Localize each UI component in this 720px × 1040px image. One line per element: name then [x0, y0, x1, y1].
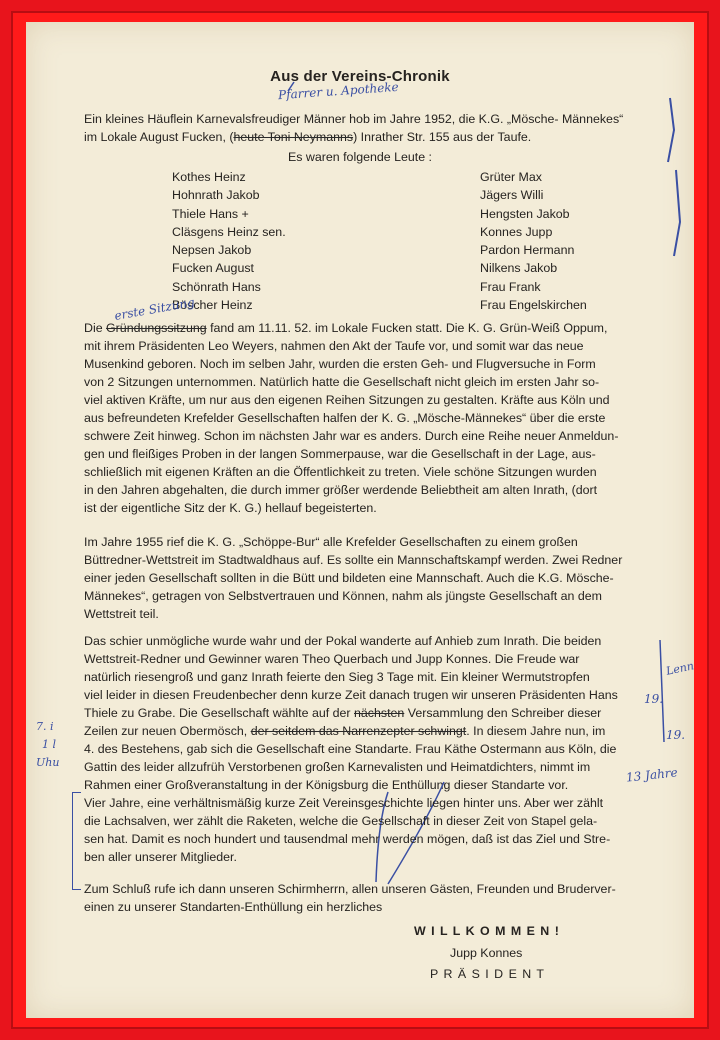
text-line: viel leider in diesen Freudenbecher denn kurze Zeit danach trugen wir unseren Präsidenten Hans	[84, 688, 618, 702]
margin-note-left: Uhu	[36, 756, 60, 769]
member-name: Grüter Max	[480, 170, 542, 184]
text-line: viel aktiven Kräfte, um nur aus den eigenen Reihen Sitzungen zu gestalten. Kräfte aus Köln und	[84, 393, 610, 407]
text-line: Rahmen einer Großveranstaltung in der Königsburg die Enthüllung dieser Standarte vor.	[84, 778, 569, 792]
text-line: einer jeden Gesellschaft sollten in die Bütt und bildeten eine Mannschaft. Auch die K.G. Mösche-	[84, 571, 614, 585]
text-line: von 2 Sitzungen unternommen. Natürlich hatte die Gesellschaft nicht gleich im ersten Jahr so-	[84, 375, 600, 389]
struck-text: der seitdem das Narrenzepter schwingt	[250, 724, 467, 738]
text-line: Thiele zu Grabe. Die Gesellschaft wählte auf der nächsten Versammlung den Schreiber dieser	[84, 706, 602, 720]
text-line: Musenkind geboren. Noch im selben Jahr, wurden die ersten Geh- und Flugversuche in Form	[84, 357, 596, 371]
member-name: Jägers Willi	[480, 188, 544, 203]
margin-note-right: 19.	[644, 692, 664, 706]
pen-mark	[674, 170, 680, 256]
text-line: die Lachsalven, wer zählt die Raketen, welche die Gesellschaft in dieser Zeit von Stapel gela-	[84, 814, 598, 828]
member-name: Böscher Heinz	[172, 298, 253, 313]
margin-note-left: 7. i	[36, 720, 54, 733]
member-name: Kothes Heinz	[172, 170, 246, 184]
text-line: Vier Jahre, eine verhältnismäßig kurze Zeit Vereinsgeschichte liegen hinter uns. Aber wer zählt	[84, 796, 604, 810]
member-name: Frau Engelskirchen	[480, 298, 587, 313]
text-line: schließlich mit eigenen Kräften an die Öffentlichkeit zu treten. Viele schöne Sitzungen wurden	[84, 465, 597, 479]
text-line: natürlich riesengroß und ganz Inrath feierte den Sieg 3 Tage mit. Ein kleiner Wermutstropfen	[84, 670, 590, 684]
member-name: Hengsten Jakob	[480, 206, 570, 221]
text-line: ben aller unserer Mitglieder.	[84, 850, 237, 864]
handwritten-insert: Pfarrer u. Apotheke	[277, 79, 400, 103]
paragraph-schluss	[84, 880, 684, 916]
margin-note-right: 13 Jahre	[625, 765, 679, 785]
member-name: Cläsgens Heinz sen.	[172, 224, 286, 239]
signatory-role: P R Ä S I D E N T	[430, 967, 546, 981]
member-name: Thiele Hans +	[172, 206, 249, 221]
document-title: Aus der Vereins-Chronik	[270, 68, 450, 85]
text-line: 4. des Bestehens, gab sich die Gesellschaft eine Standarte. Frau Käthe Ostermann aus Köln, die	[84, 742, 617, 756]
struck-text: Gründungssitzung	[106, 321, 207, 335]
member-name: Pardon Hermann	[480, 243, 575, 258]
struck-text: nächsten	[354, 706, 405, 720]
text-line: Männekes“, getragen von Selbstvertrauen und Können, nahm als jüngste Gesellschaft an dem	[84, 589, 602, 603]
text-line: aus befreundeten Krefelder Gesellschaften halfen der K. G. „Mösche-Männekes“ über die erste	[84, 411, 606, 425]
document-page	[26, 22, 694, 1018]
pen-mark	[660, 640, 664, 742]
pen-mark	[668, 98, 674, 162]
pen-bracket	[72, 792, 81, 890]
willkommen-text: W I L L K O M M E N !	[414, 924, 560, 938]
text-line: Die Gründungssitzung fand am 11.11. 52. im Lokale Fucken statt. Die K. G. Grün-Weiß Oppum,	[84, 321, 608, 335]
members-header: Es waren folgende Leute :	[288, 150, 432, 164]
member-name: Fucken August	[172, 261, 254, 276]
member-name: Konnes Jupp	[480, 224, 553, 239]
text-line: Zeilen zur neuen Obermösch, der seitdem das Narrenzepter schwingt. In diesem Jahre nun, im	[84, 724, 606, 738]
pen-mark	[288, 82, 294, 91]
intro-line-1: Ein kleines Häuflein Karnevalsfreudiger Männer hob im Jahre 1952, die K.G. „Mösche- Männekes“	[84, 112, 624, 126]
margin-note-right: 19.	[666, 728, 686, 742]
member-name: Hohnrath Jakob	[172, 188, 260, 203]
text-line: schwere Zeit hinweg. Schon im nächsten Jahr war es anders. Durch eine Reihe neuer Anmeldun-	[84, 429, 619, 443]
text-line: Das schier unmögliche wurde wahr und der Pokal wanderte auf Anhieb zum Inrath. Die beiden	[84, 634, 602, 648]
text-line: Büttredner-Wettstreit im Stadtwaldhaus auf. Es sollte ein Mannschaftskampf werden. Zwei Redner	[84, 553, 623, 567]
text-line: in den Jahren abgehalten, die durch immer größer werdende Beliebtheit am alten Inrath, (dort	[84, 483, 598, 497]
member-name: Nepsen Jakob	[172, 243, 252, 258]
text-line: Im Jahre 1955 rief die K. G. „Schöppe-Bur“ alle Krefelder Gesellschaften zu einem großen	[84, 535, 578, 549]
member-name: Nilkens Jakob	[480, 261, 558, 276]
margin-note-left: 1 l	[42, 738, 57, 751]
signatory-name: Jupp Konnes	[450, 946, 523, 960]
text-line: ist der eigentliche Sitz der K. G.) hellauf begeisterten.	[84, 501, 377, 515]
text-line: mit ihrem Präsidenten Leo Weyers, nahmen den Akt der Taufe vor, und somit war das neue	[84, 339, 584, 353]
intro-line-2: im Lokale August Fucken, (heute Toni Neymanns) Inrather Str. 155 aus der Taufe.	[84, 130, 532, 144]
margin-note-right: Lenn	[664, 659, 696, 678]
text-line: Zum Schluß rufe ich dann unseren Schirmherrn, allen unseren Gästen, Freunden und Bruderver-	[84, 882, 616, 896]
paragraph-vier-jahre	[84, 794, 684, 866]
member-name: Frau Frank	[480, 279, 541, 294]
text-line: Wettstreit teil.	[84, 607, 159, 621]
member-name: Schönrath Hans	[172, 279, 261, 294]
text-line: gen und fleißiges Proben in der langen Sommerpause, war die Gesellschaft in der Lage, aus-	[84, 447, 596, 461]
text-line: Wettstreit-Redner und Gewinner waren Theo Querbach und Jupp Konnes. Die Freude war	[84, 652, 580, 666]
text-line: einen zu unserer Standarten-Enthüllung ein herzliches	[84, 900, 383, 914]
pen-marks-overlay	[26, 22, 694, 1018]
struck-text: heute Toni Neymanns	[233, 130, 354, 144]
text-line: Gattin des leider allzufrüh Verstorbenen großen Karnevalisten und Heimatdichters, nimmt im	[84, 760, 591, 774]
handwritten-erste-sitzung: erste Sitzung	[113, 295, 196, 323]
text-line: sen hat. Damit es noch hundert und tausendmal mehr werden mögen, daß ist das Ziel und Stre-	[84, 832, 611, 846]
